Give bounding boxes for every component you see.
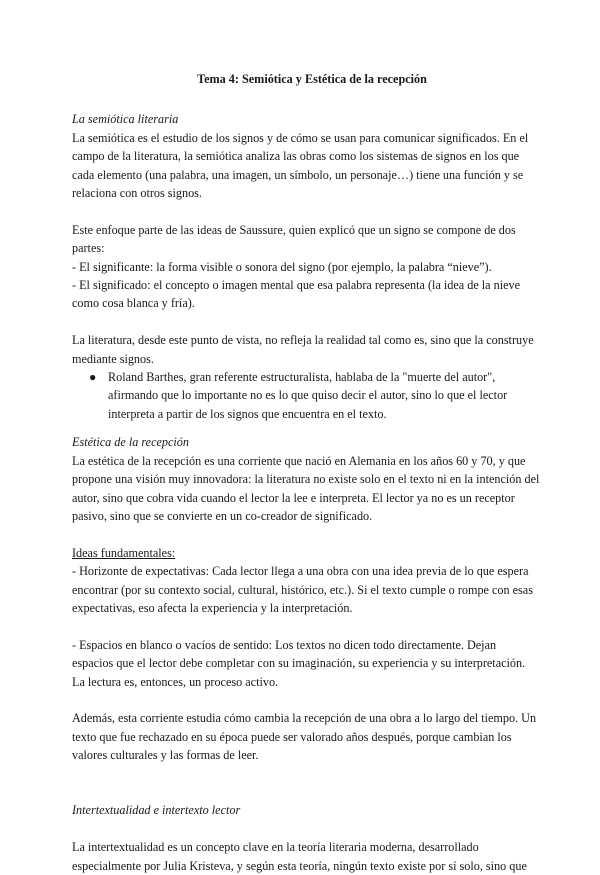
section-heading-intertextualidad: Intertextualidad e intertexto lector <box>72 803 241 818</box>
subheading-ideas: Ideas fundamentales: <box>72 545 176 560</box>
paragraph: - Espacios en blanco o vacíos de sentido: Los textos no dicen todo directamente. Dejan espacios que el lector debe completar con su imaginación, su experiencia y su interpretación. La lectura es, entonces, un proceso activo. <box>72 637 526 689</box>
paragraph: La semiótica es el estudio de los signos y de cómo se usan para comunicar significados. En el campo de la literatura, la semiótica analiza las obras como los sistemas de signos en los que cada elemento (una palabra, una imagen, un símbolo, un personaje…) tiene una función y se relaciona con otros signos. <box>72 130 529 201</box>
paragraph: - Horizonte de expectativas: Cada lector llega a una obra con una idea previa de lo que espera encontrar (por su contexto social, cultural, histórico, etc.). Si el texto cumple o rompe con esas expectativas, eso afecta la experiencia y la interpretación. <box>72 564 533 615</box>
bullet-text: Roland Barthes, gran referente estructuralista, hablaba de la "muerte del autor", afirmando que lo importante no es lo que quiso decir el autor, sino lo que el lector interpreta a partir de los signos que encuentra en el texto. <box>108 370 508 421</box>
paragraph: - El significado: el concepto o imagen mental que esa palabra representa (la idea de la nieve como cosa blanca y fría). <box>72 278 521 311</box>
paragraph: - El significante: la forma visible o sonora del signo (por ejemplo, la palabra “nieve”). <box>72 259 492 274</box>
paragraph: Además, esta corriente estudia cómo cambia la recepción de una obra a lo largo del tiempo. Un texto que fue rechazado en su época puede ser valorado años después, porque cambian los valores culturales y las formas de leer. <box>72 711 537 763</box>
bullet-icon: ● <box>89 370 97 385</box>
paragraph: Este enfoque parte de las ideas de Saussure, quien explicó que un signo se compone de dos partes: <box>72 222 516 256</box>
paragraph: La literatura, desde este punto de vista, no refleja la realidad tal como es, sino que la construye mediante signos. <box>72 333 534 366</box>
document-title: Tema 4: Semiótica y Estética de la recepción <box>197 72 427 86</box>
section-heading-estetica: Estética de la recepción <box>72 435 189 450</box>
paragraph: La estética de la recepción es una corriente que nació en Alemania en los años 60 y 70, y que propone una visión muy innovadora: la literatura no existe solo en el texto ni en la intención del autor, sino que cobra vida cuando el lector la lee e interpreta. El lector ya no es un receptor pasivo, sino que se convierte en un co-creador de significado. <box>72 453 540 523</box>
paragraph: La intertextualidad es un concepto clave en la teoría literaria moderna, desarrollado especialmente por Julia Kristeva, y según esta teoría, ningún texto existe por sí solo, sino que <box>72 840 527 873</box>
list-item <box>72 368 540 423</box>
section-heading-semiotica: La semiótica literaria <box>72 112 179 127</box>
